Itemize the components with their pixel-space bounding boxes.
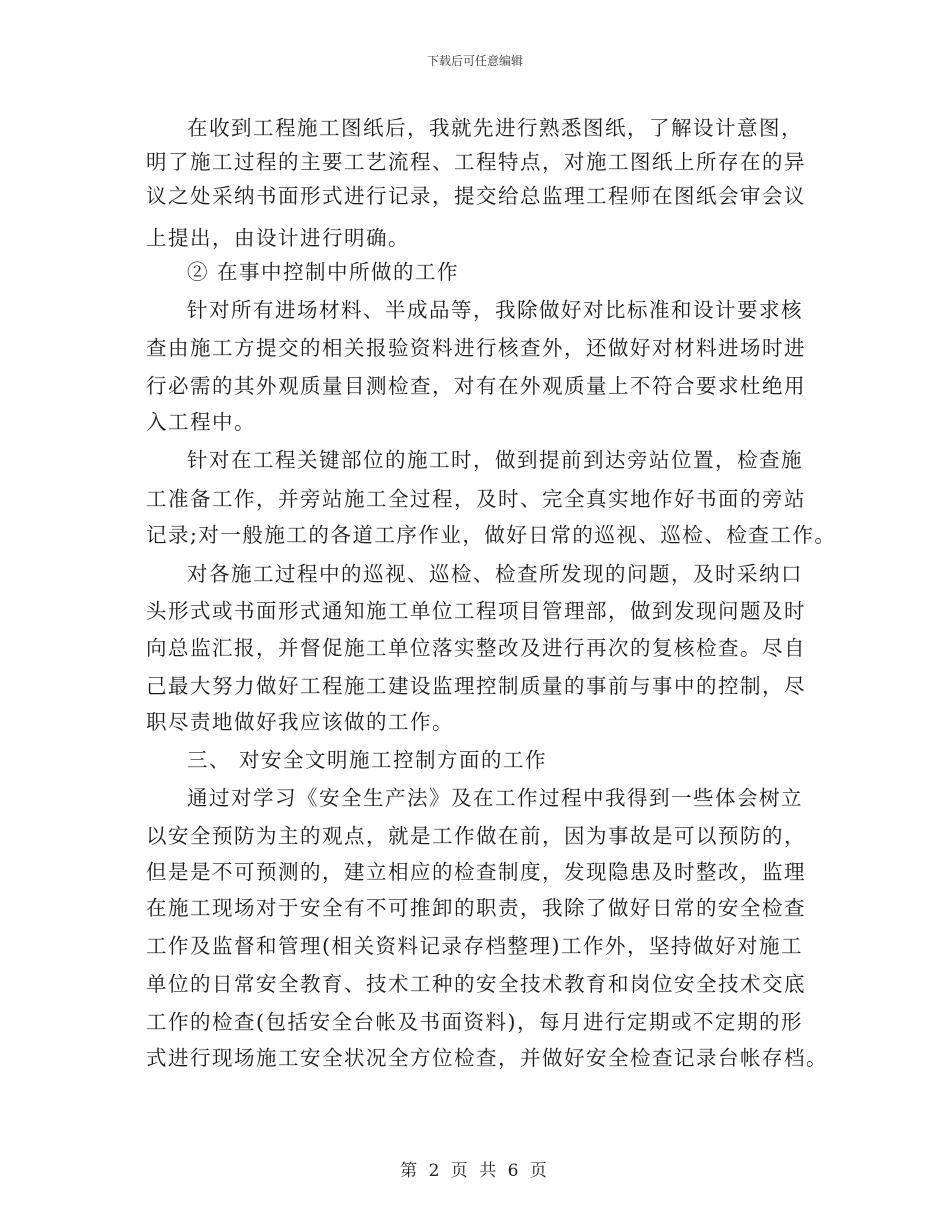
text-line: 通过对学习《安全生产法》及在工作过程中我得到一些体会树立 [187,786,803,810]
section-heading: 三、 对安全文明施工控制方面的工作 [187,748,548,772]
text-line: 入工程中。 [146,410,256,434]
text-line: 头形式或书面形式通知施工单位工程项目管理部，做到发现问题及时 [146,599,806,623]
text-line: 明了施工过程的主要工艺流程、工程特点，对施工图纸上所存在的异 [146,150,806,174]
text-line: 工作的检查(包括安全台帐及书面资料)，每月进行定期或不定期的形 [146,1010,803,1034]
text-line: 以安全预防为主的观点，就是工作做在前，因为事故是可以预防的， [146,824,806,848]
text-line: 向总监汇报，并督促施工单位落实整改及进行再次的复核检查。尽自 [146,636,806,660]
text-line: 上提出，由设计进行明确。 [146,226,410,250]
text-line: 职尽责地做好我应该做的工作。 [146,710,454,734]
text-line: 在收到工程施工图纸后，我就先进行熟悉图纸，了解设计意图， [187,116,803,140]
text-line: 单位的日常安全教育、技术工种的安全技术教育和岗位安全技术交底 [146,972,806,996]
text-line: 己最大努力做好工程施工建设监理控制质量的事前与事中的控制，尽 [146,674,806,698]
page-number: 第 2 页 共 6 页 [400,1161,550,1181]
text-line: 工准备工作，并旁站施工全过程，及时、完全真实地作好书面的旁站 [146,487,806,511]
text-line: 式进行现场施工安全状况全方位检查，并做好安全检查记录台帐存档。 [146,1046,828,1070]
text-line: 在施工现场对于安全有不可推卸的职责，我除了做好日常的安全检查 [146,896,806,920]
text-line: 议之处采纳书面形式进行记录，提交给总监理工程师在图纸会审会议 [146,184,806,208]
text-line: 查由施工方提交的相关报验资料进行核查外，还做好对材料进场时进 [146,336,806,360]
text-line: 工作及监督和管理(相关资料记录存档整理)工作外，坚持做好对施工 [146,934,803,958]
page-header-note: 下载后可任意编辑 [426,54,523,68]
text-line: 行必需的其外观质量目测检查，对有在外观质量上不符合要求杜绝用 [146,374,806,398]
text-line: 但是是不可预测的，建立相应的检查制度，发现隐患及时整改，监理 [146,860,806,884]
text-line: 针对在工程关键部位的施工时，做到提前到达旁站位置，检查施 [187,448,803,472]
section-heading: ② 在事中控制中所做的工作 [187,260,460,284]
text-line: 对各施工过程中的巡视、巡检、检查所发现的问题，及时采纳口 [187,562,803,586]
text-line: 记录;对一般施工的各道工序作业，做好日常的巡视、巡检、检查工作。 [146,523,837,547]
text-line: 针对所有进场材料、半成品等，我除做好对比标准和设计要求核 [187,298,803,322]
